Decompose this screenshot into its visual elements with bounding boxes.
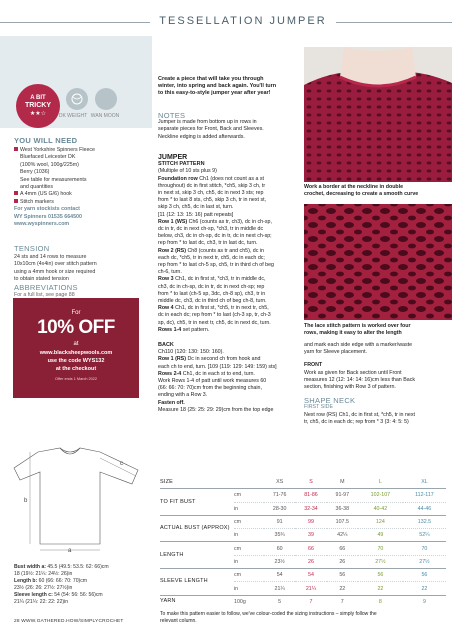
tension-line: 10x10cm (4x4in) over stitch pattern <box>14 261 97 268</box>
size-cell-xs: 21¼ <box>264 582 295 595</box>
instruction-line: Measure 18 (25: 25: 29: 29)cm from the top edge <box>158 406 274 413</box>
size-cell-s: 54 <box>295 569 326 582</box>
materials-list <box>14 147 152 228</box>
row-unit: cm <box>234 489 264 502</box>
instruction-line: Row 4 Ch1, dc in first st, *ch5, tr in next tr, ch5, <box>158 305 269 312</box>
label-c: c <box>120 461 123 467</box>
material-item: West Yorkshire Spinners Fleece <box>14 147 152 154</box>
size-cell-m: 91-97 <box>327 489 358 502</box>
table-row <box>160 515 446 528</box>
instruction-line: each dc, *ch5, tr in next tr, ch5, dc in each dc; <box>158 254 265 261</box>
instruction-line: Row 2 (RS) Ch8 (counts as tr and ch5), dc in <box>158 247 264 254</box>
offer-code: use the code WYS132 <box>47 358 105 364</box>
instruction-line: Row 1 (WS) Ch6 (counts as tr, ch3), dc in ch-sp, <box>158 218 272 225</box>
caption-line: The lace stitch pattern is worked over four <box>304 323 411 329</box>
table-row <box>160 489 446 502</box>
size-cell-s: 26 <box>295 555 326 568</box>
size-cell-m: 22 <box>327 582 358 595</box>
size-cell-xs: 91 <box>264 515 295 528</box>
intro-line: Create a piece that will take you through <box>158 76 264 82</box>
instruction-line: sp, dc), ch5, tr in next tr, ch5, dc in next dc, turn. <box>158 319 271 326</box>
text-line: yarn for Sleeve placement. <box>304 349 368 356</box>
neckline <box>60 448 80 454</box>
instruction-line: ch-6, turn. <box>158 269 182 276</box>
row-label: SLEEVE LENGTH <box>160 569 234 596</box>
front-heading: FRONT <box>304 362 323 369</box>
bust-values: 45.5 (49.5: 53.5: 62: 66)cm <box>47 564 109 570</box>
jumper-instructions <box>158 168 298 334</box>
text-line: Next row (RS) Ch1, dc in first st, *ch5, tr in next <box>304 411 415 418</box>
instruction-line: Rows 1-4 set pattern. <box>158 326 210 333</box>
jumper-heading: JUMPER <box>158 154 188 161</box>
lace-closeup-svg <box>304 204 452 320</box>
size-cell-xs: 54 <box>264 569 295 582</box>
jumper-section <box>158 154 298 334</box>
discount-offer-box <box>13 298 139 398</box>
row-label: LENGTH <box>160 542 234 569</box>
instruction-line: middle dc, ch3, dc in third ch of beg ch-8, turn. <box>158 298 267 305</box>
intro-line: winter, into spring and back again. You'll turn <box>158 83 277 90</box>
text-line: tr, ch5, dc in each dc; rep from * 3 (3: 4: 5: 5) <box>304 418 409 425</box>
row-unit: cm <box>234 515 264 528</box>
table-note-line: relevant column. <box>160 617 197 624</box>
neckline-photo <box>304 47 452 182</box>
row-unit: in <box>234 582 264 595</box>
size-cell-s: 39 <box>295 529 326 542</box>
material-line: (100% wool, 100g/225m) <box>20 161 79 168</box>
intro-line: to this easy-to-style jumper year after year! <box>158 90 271 97</box>
instruction-line: throughout) dc in first stitch, *ch5, skip 3 ch, tr <box>158 182 266 189</box>
lace-caption <box>304 323 452 337</box>
size-cell-xs: 71-76 <box>264 489 295 502</box>
you-will-need-section <box>14 136 152 228</box>
stitch-pattern-heading: STITCH PATTERN <box>158 161 205 168</box>
length-label: Length b: <box>14 577 38 584</box>
shape-neck-heading: SHAPE NECK <box>304 396 356 406</box>
size-cell-xl: 70 <box>403 542 446 555</box>
size-cell-xl: 9 <box>403 595 446 608</box>
table-note-line: To make this pattern easier to follow, we've colour-coded the sizing instructions – simply follow the <box>160 610 377 617</box>
size-cell-xs: 23½ <box>264 555 295 568</box>
size-cell-l: 22 <box>358 582 403 595</box>
size-cell-xs: 35¾ <box>264 529 295 542</box>
tension-heading: TENSION <box>14 244 50 253</box>
row-unit: in <box>234 502 264 515</box>
instruction-line: Row 1 (RS) Dc in second ch from hook and <box>158 356 261 363</box>
caption-line: Work a border at the neckline in double <box>304 184 404 190</box>
material-item: A 4mm (US G/6) hook <box>14 191 152 198</box>
text-line: measures 12 (12: 14: 14: 16)cm less than Back <box>304 376 415 383</box>
tension-line: using a 4mm hook or size required <box>14 268 96 275</box>
label-b: b <box>24 498 28 504</box>
schematic-measurements <box>14 564 154 605</box>
instruction-line: (Multiple of 10 sts plus 9) <box>158 168 217 175</box>
size-cell-xl: 44-46 <box>403 502 446 515</box>
right-column-text <box>304 342 452 426</box>
size-cell-xl: 27½ <box>403 555 446 568</box>
neckline-photo-svg <box>304 47 452 182</box>
notes-line: Neckline edging is added afterwards. <box>158 133 245 140</box>
tension-text <box>14 254 152 284</box>
weight-label: DK WEIGHT <box>58 113 88 119</box>
stockist-url[interactable]: www.wyspinners.com <box>14 221 70 228</box>
size-cell-m: 7 <box>327 595 358 608</box>
instruction-line: Work Rows 1-4 of patt until work measures 60 <box>158 378 267 385</box>
size-cell-l: 49 <box>358 529 403 542</box>
back-section <box>158 342 298 414</box>
instruction-line: rep from * to last ch-5 sp, ch5, tr in third ch of beg <box>158 262 274 269</box>
size-cell-xs: 60 <box>264 542 295 555</box>
bullet-icon <box>14 199 18 203</box>
bust-label: Bust width a: <box>14 564 46 570</box>
row-label: TO FIT BUST <box>160 489 234 516</box>
bullet-icon <box>14 191 18 195</box>
size-cell-s: 66 <box>295 542 326 555</box>
schematic-svg <box>0 440 152 560</box>
yarn-icon-svg <box>66 88 88 110</box>
row-unit: cm <box>234 542 264 555</box>
moon-icon-svg <box>95 88 117 110</box>
instruction-line: below, ch3, dc in ch-sp, dc in tr, dc in next ch-sp; <box>158 233 272 240</box>
instruction-line: Row 3 Ch1, dc in first st, *ch3, tr in middle dc, <box>158 276 266 283</box>
table-row <box>160 595 446 608</box>
size-header-l: L <box>378 479 382 486</box>
size-table <box>160 476 446 624</box>
sleeve-label: Sleeve length c: <box>14 591 53 598</box>
size-cell-xl: 132.5 <box>403 515 446 528</box>
you-will-need-heading: YOU WILL NEED <box>14 136 78 145</box>
intro-text <box>158 76 298 98</box>
page-header <box>0 10 452 32</box>
size-cell-l: 40-42 <box>358 502 403 515</box>
tension-line: to obtain stated tension <box>14 276 69 283</box>
size-cell-xs: 5 <box>264 595 295 608</box>
size-cell-xl: 112-117 <box>403 489 446 502</box>
size-cell-l: 8 <box>358 595 403 608</box>
material-item: Stitch markers <box>14 199 152 206</box>
size-cell-l: 56 <box>358 569 403 582</box>
offer-expiry: Offer ends 1 March 2022 <box>55 377 97 381</box>
size-cell-xs: 28-30 <box>264 502 295 515</box>
text-line: Work as given for Back section until Front <box>304 369 402 376</box>
table-note <box>160 611 446 624</box>
stockist-line: For yarn stockists contact <box>14 206 80 213</box>
material-line: Bluefaced Leicester DK <box>20 154 76 161</box>
caption-line: crochet, decreasing to create a smooth curve <box>304 191 419 198</box>
instruction-line: Rows 2-4 Ch1, dc in each st to end, turn. <box>158 370 255 377</box>
size-cell-s: 21¼ <box>295 582 326 595</box>
page-title: TESSELLATION JUMPER <box>159 15 327 27</box>
size-cell-xl: 52¼ <box>403 529 446 542</box>
sleeve-values-in: 21¼ (21¼: 22: 22: 22)in <box>14 598 69 605</box>
instruction-line: [11 (12: 13: 15: 16) patt repeats] <box>158 211 234 218</box>
tension-section <box>14 244 152 284</box>
caption-line: rows, making it easy to alter the length <box>304 330 402 337</box>
abbreviations-heading: ABBREVIATIONS <box>14 283 78 292</box>
size-cell-s: 32-34 <box>295 502 326 515</box>
notes-section <box>158 112 298 141</box>
size-header-s: S <box>309 479 313 486</box>
size-table-grid <box>160 476 446 608</box>
instruction-line: from * to last 8 sts, ch5, skip 3 ch, tr in next st, <box>158 197 267 204</box>
size-cell-s: 7 <box>295 595 326 608</box>
header-rule-right <box>336 22 452 23</box>
instruction-line: Ch110 (120: 130: 150: 160). <box>158 349 224 356</box>
back-instructions <box>158 349 298 414</box>
moon-icon <box>95 88 117 110</box>
instruction-line: skip 3 ch, ch5, dc in last st, turn. <box>158 204 234 211</box>
bust-values-in: 18 (19½: 21¼: 24½: 26)in <box>14 570 73 577</box>
tension-line: 24 sts and 14 rows to measure <box>14 254 87 260</box>
info-badges-panel <box>0 36 152 128</box>
notes-line: Jumper is made from bottom up in rows in <box>158 119 257 126</box>
length-values: 60 (66: 66: 70: 70)cm <box>38 577 88 584</box>
size-cell-m: 107.5 <box>327 515 358 528</box>
size-cell-m: 36-38 <box>327 502 358 515</box>
size-header-m: M <box>340 479 345 486</box>
text-line: section, finishing with Row 3 of pattern. <box>304 384 396 391</box>
first-side-heading: FIRST SIDE <box>304 404 334 411</box>
row-unit: in <box>234 555 264 568</box>
size-cell-s: 81-86 <box>295 489 326 502</box>
table-row <box>160 542 446 555</box>
size-cell-m: 42¼ <box>327 529 358 542</box>
offer-at: at <box>73 341 79 347</box>
instruction-line: each ch to end, turn. [109 (119: 129: 149: 159) sts] <box>158 363 277 370</box>
offer-checkout: at the checkout <box>55 366 97 372</box>
offer-headline: 10% OFF <box>37 317 115 338</box>
length-values-in: 23½ (26: 26: 27½: 27½)in <box>14 584 73 591</box>
material-line: Berry (1036) <box>20 169 50 176</box>
difficulty-line2: TRICKY <box>24 102 52 109</box>
bullet-icon <box>14 147 18 151</box>
abbreviations-text: For a full list, see page 88 <box>14 292 75 298</box>
lace-closeup-photo <box>304 204 452 320</box>
row-unit: cm <box>234 569 264 582</box>
notes-heading: NOTES <box>158 111 186 120</box>
row-unit: in <box>234 529 264 542</box>
stockist-phone: WY Spinners 01535 664500 <box>14 213 82 220</box>
instruction-line: dc in each dc; rep from * to last (ch-3 sp, tr, ch-3 <box>158 312 271 319</box>
header-rule-left <box>0 22 150 23</box>
instruction-line: Foundation row Ch1 (does not count as a st <box>158 175 264 182</box>
size-cell-l: 102-107 <box>358 489 403 502</box>
material-line: and quantities <box>20 184 53 191</box>
difficulty-line1: A BIT <box>30 95 46 101</box>
instruction-line: dc in tr, dc in next ch-sp, *ch3, tr in middle dc <box>158 226 264 233</box>
sleeve-values: 54 (54: 56: 56: 56)cm <box>54 591 103 598</box>
instruction-line: ch3, dc in ch-sp, dc in tr, dc in next ch-sp; rep <box>158 283 265 290</box>
size-header-label: SIZE <box>160 479 174 486</box>
size-header-xl: XL <box>421 479 428 486</box>
abbreviations-section <box>14 283 152 299</box>
instruction-line: Fasten off. <box>158 399 185 406</box>
instruction-line: from * to last (ch-5 sp, 3dc, ch-8 sp), ch3, tr in <box>158 290 266 297</box>
size-cell-l: 27½ <box>358 555 403 568</box>
moon-label: WAN MOON <box>90 113 120 119</box>
yarn-icon <box>66 88 88 110</box>
table-row <box>160 569 446 582</box>
instruction-line: (66: 66: 70: 70)cm from the beginning chain, <box>158 385 262 392</box>
instruction-line: rep from * to last dc, ch3, tr in last dc, turn. <box>158 240 258 247</box>
size-cell-m: 26 <box>327 555 358 568</box>
size-cell-m: 56 <box>327 569 358 582</box>
label-a: a <box>68 548 72 554</box>
offer-url[interactable]: www.blacksheepwools.com <box>39 350 113 356</box>
neckline-caption <box>304 184 452 198</box>
text-line: and mark each side edge with a marker/waste <box>304 342 413 348</box>
offer-for: For <box>71 310 81 316</box>
size-cell-l: 124 <box>358 515 403 528</box>
garment-schematic <box>0 440 152 560</box>
instruction-line: in next st, skip 3 ch, ch5, dc in next 3 sts; rep <box>158 190 264 197</box>
table-header-row <box>160 476 446 489</box>
size-cell-m: 66 <box>327 542 358 555</box>
size-cell-xl: 22 <box>403 582 446 595</box>
row-label: YARN <box>160 595 234 608</box>
material-line: See table for measurements <box>20 176 87 183</box>
row-unit: 100g <box>234 595 264 608</box>
notes-line: separate pieces for Front, Back and Sleeves. <box>158 126 264 133</box>
size-cell-s: 99 <box>295 515 326 528</box>
back-heading: BACK <box>158 342 174 348</box>
page-footer: 28 WWW.GATHERED.HOW/SIMPLYCROCHET <box>14 619 124 624</box>
difficulty-badge <box>16 84 60 128</box>
row-label: ACTUAL BUST (APPROX) <box>160 515 234 542</box>
difficulty-stars: ★★☆ <box>29 111 47 117</box>
size-header-xs: XS <box>276 479 284 486</box>
size-cell-l: 70 <box>358 542 403 555</box>
size-cell-xl: 56 <box>403 569 446 582</box>
instruction-line: ending with a Row 3. <box>158 392 208 399</box>
